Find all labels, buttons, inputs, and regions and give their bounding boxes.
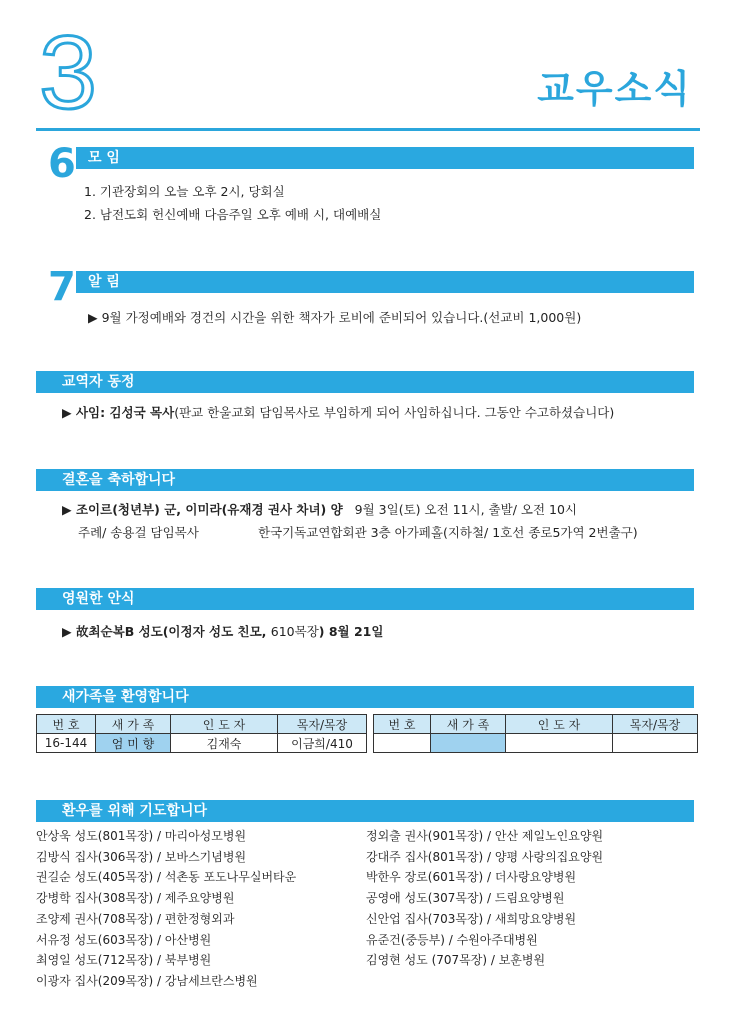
row-number: 16-144: [37, 734, 96, 753]
list-item: 강대주 집사(801목장) / 양평 사랑의집요양원: [366, 849, 604, 864]
wedding-line-1: [62, 499, 577, 521]
list-item: 서유정 성도(603목장) / 아산병원: [36, 932, 212, 947]
list-item: 강병학 집사(308목장) / 제주요양병원: [36, 891, 235, 906]
list-item: 최영일 성도(712목장) / 북부병원: [36, 953, 212, 968]
list-item: 김영현 성도 (707목장) / 보훈병원: [366, 953, 546, 968]
welcome-header-row: [37, 715, 698, 734]
row-number-2: [374, 734, 431, 753]
wedding-when: 9월 3일(토) 오전 11시, 출발/ 오전 10시: [354, 502, 577, 517]
list-item: 정외출 권사(901목장) / 안산 제일노인요양원: [366, 829, 604, 843]
section-6-number: 6: [48, 141, 76, 187]
list-item: 공영애 성도(307목장) / 드림요양병원: [366, 891, 565, 906]
funeral-date: ) 8월 21일: [318, 624, 384, 639]
row-guide: 김재숙: [171, 734, 278, 753]
col-shepherd: 목자/목장: [278, 715, 367, 734]
row-guide-2: [506, 734, 613, 753]
row-newcomer-2: [431, 734, 506, 753]
page-title: 교우소식: [537, 67, 692, 111]
funeral-lead: ▶ 故최순복B 성도(이정자 성도 친모,: [62, 624, 271, 639]
col-newcomer: 새 가 족: [96, 715, 171, 734]
meeting-item-2: 2. 남전도회 헌신예배 다음주일 오후 예배 시, 대예배실: [84, 207, 382, 222]
list-item: 김방식 집사(306목장) / 보바스기념병원: [36, 849, 247, 864]
notice-heading: 알 림: [76, 271, 694, 293]
wedding-heading: 결혼을 축하합니다: [36, 469, 694, 491]
col-guide: 인 도 자: [171, 715, 278, 734]
list-item: 안상욱 성도(801목장) / 마리아성모병원: [36, 829, 247, 843]
prayer-list-right: [366, 826, 603, 971]
funeral-group: 610목장: [270, 624, 319, 639]
list-item: 권길순 성도(405목장) / 석촌동 포도나무실버타운: [36, 870, 297, 885]
wedding-couple: ▶ 조이르(청년부) 군, 이미라(유재경 권사 차녀) 양: [62, 502, 343, 517]
ministry-lead: ▶ 사임: 김성국 목사: [62, 405, 175, 420]
row-shepherd-2: [613, 734, 698, 753]
prayer-heading: 환우를 위해 기도합니다: [36, 800, 694, 822]
notice-text: ▶ 9월 가정예배와 경건의 시간을 위한 책자가 로비에 준비되어 있습니다.(선교비 1,000원): [88, 310, 582, 325]
ministry-detail: (판교 한울교회 담임목사로 부임하게 되어 사임하십니다. 그동안 수고하셨습니다): [174, 405, 615, 420]
row-shepherd: 이금희/410: [278, 734, 367, 753]
table-gap: [367, 715, 374, 734]
section-number: [28, 20, 108, 120]
welcome-table: [36, 714, 698, 753]
funeral-text: [62, 621, 383, 643]
list-item: 조양제 권사(708목장) / 편한정형외과: [36, 911, 235, 926]
ministry-text: [62, 402, 614, 424]
funeral-heading: 영원한 안식: [36, 588, 694, 610]
table-row: [37, 734, 698, 753]
list-item: 신안업 집사(703목장) / 새희망요양병원: [366, 911, 577, 926]
list-item: 이광자 집사(209목장) / 강남세브란스병원: [36, 973, 258, 988]
list-item: 유준건(중등부) / 수원아주대병원: [366, 932, 538, 947]
col-newcomer-2: 새 가 족: [431, 715, 506, 734]
col-number-2: 번 호: [374, 715, 431, 734]
col-number: 번 호: [37, 715, 96, 734]
welcome-heading: 새가족을 환영합니다: [36, 686, 694, 708]
prayer-list-left: [36, 826, 296, 992]
meeting-heading: 모 임: [76, 147, 694, 169]
list-item: 박한우 장로(601목장) / 더사랑요양병원: [366, 870, 577, 885]
row-newcomer: 엄 미 향: [96, 734, 171, 753]
section-7-number: 7: [48, 264, 76, 310]
col-guide-2: 인 도 자: [506, 715, 613, 734]
col-shepherd-2: 목자/목장: [613, 715, 698, 734]
meeting-item-1: 1. 기관장회의 오늘 오후 2시, 당회실: [84, 184, 285, 199]
wedding-officiant: 주례/ 송용걸 담임목사: [78, 525, 199, 540]
title-divider: [36, 128, 700, 131]
svg-text:3: 3: [39, 20, 97, 120]
table-gap: [367, 734, 374, 753]
ministry-heading: 교역자 동정: [36, 371, 694, 393]
wedding-venue: 한국기독교연합회관 3층 아가페홀(지하철/ 1호선 종로5가역 2번출구): [258, 525, 638, 540]
